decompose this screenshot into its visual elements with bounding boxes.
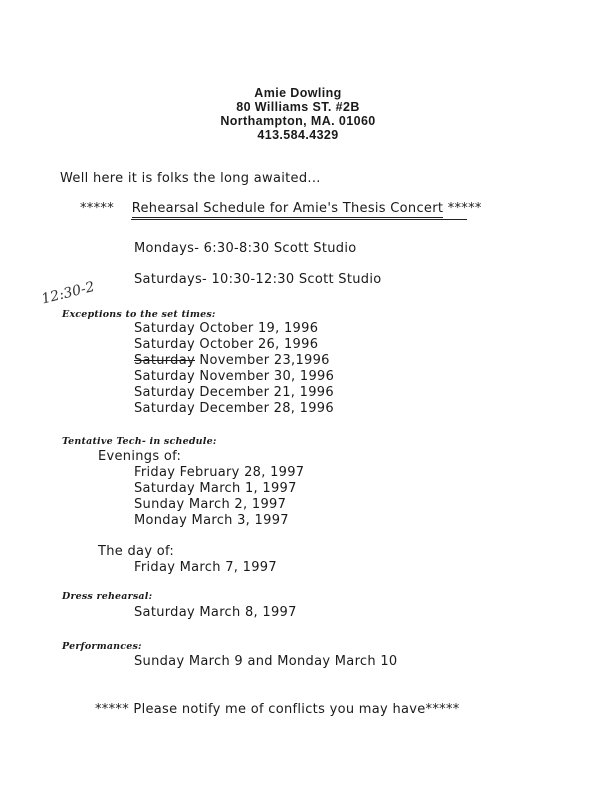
dayof-label: The day of: (98, 544, 175, 559)
footer-note: ***** Please notify me of conflicts you may have***** (95, 702, 460, 717)
handwritten-note: 12:30-2 (40, 278, 97, 308)
title-double-underline (131, 219, 467, 220)
evening-date: Friday February 28, 1997 (134, 465, 305, 480)
sender-street: 80 Williams ST. #2B (236, 100, 360, 114)
struck-word: Saturday (134, 353, 195, 368)
exceptions-heading: Exceptions to the set times: (62, 309, 216, 320)
exception-item: Saturday December 21, 1996 (134, 385, 334, 400)
evenings-label: Evenings of: (98, 449, 182, 464)
dress-heading: Dress rehearsal: (62, 591, 153, 602)
title-line (80, 201, 482, 216)
exception-item: Saturday October 26, 1996 (134, 337, 319, 352)
intro-line: Well here it is folks the long awaited... (60, 171, 321, 186)
dress-date: Saturday March 8, 1997 (134, 605, 297, 620)
exception-item (134, 353, 330, 368)
sender-city: Northampton, MA. 01060 (220, 114, 376, 128)
sender-phone: 413.584.4329 (257, 128, 339, 142)
sender-name: Amie Dowling (254, 86, 342, 100)
dayof-date: Friday March 7, 1997 (134, 560, 277, 575)
performance-dates: Sunday March 9 and Monday March 10 (134, 654, 398, 669)
exception-item: Saturday November 30, 1996 (134, 369, 335, 384)
exception-item: Saturday December 28, 1996 (134, 401, 334, 416)
exception-item-rest: November 23,1996 (199, 353, 330, 368)
saturdays-line: Saturdays- 10:30-12:30 Scott Studio (134, 272, 382, 287)
title-stars-right: ***** (447, 201, 482, 216)
schedule-title: Rehearsal Schedule for Amie's Thesis Concert (131, 201, 444, 216)
tech-heading: Tentative Tech- in schedule: (62, 436, 217, 447)
performances-heading: Performances: (62, 641, 142, 652)
evening-date: Monday March 3, 1997 (134, 513, 289, 528)
mondays-line: Mondays- 6:30-8:30 Scott Studio (134, 241, 357, 256)
exception-item: Saturday October 19, 1996 (134, 321, 319, 336)
title-stars-left: ***** (80, 201, 114, 216)
evening-date: Saturday March 1, 1997 (134, 481, 297, 496)
evening-date: Sunday March 2, 1997 (134, 497, 287, 512)
